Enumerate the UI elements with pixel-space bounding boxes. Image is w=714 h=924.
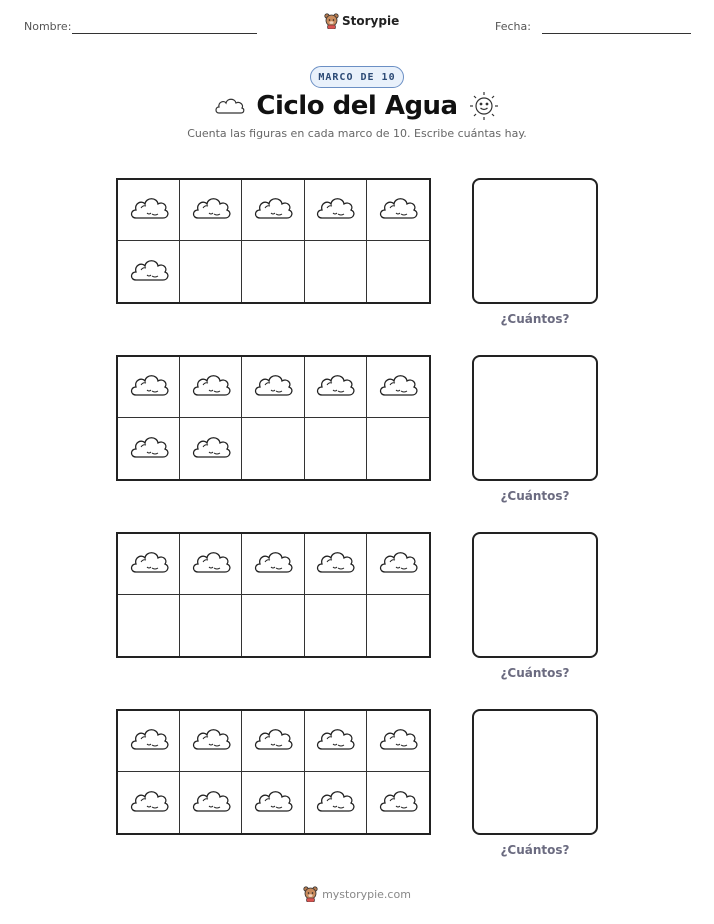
name-label: Nombre: bbox=[24, 20, 72, 33]
frame-cell bbox=[305, 595, 367, 656]
answer-box[interactable] bbox=[472, 709, 598, 835]
frame-cell bbox=[180, 357, 242, 418]
cloud-icon bbox=[252, 723, 294, 759]
frame-cell bbox=[305, 772, 367, 833]
frame-cell bbox=[367, 241, 429, 302]
frame-cell bbox=[242, 180, 304, 241]
answer-label: ¿Cuántos? bbox=[500, 489, 570, 503]
cloud-icon bbox=[190, 369, 232, 405]
answer-label: ¿Cuántos? bbox=[500, 843, 570, 857]
cloud-icon bbox=[377, 369, 419, 405]
footer bbox=[0, 886, 714, 902]
frame-cell bbox=[242, 418, 304, 479]
frame-cell bbox=[180, 772, 242, 833]
frame-cell bbox=[180, 180, 242, 241]
footer-url: mystorypie.com bbox=[322, 887, 411, 901]
frame-cell bbox=[367, 357, 429, 418]
cloud-icon bbox=[252, 546, 294, 582]
frame-cell bbox=[367, 418, 429, 479]
cloud-icon bbox=[252, 192, 294, 228]
frame-cell bbox=[367, 534, 429, 595]
cloud-icon bbox=[128, 546, 170, 582]
date-line[interactable] bbox=[542, 33, 691, 34]
cloud-icon bbox=[128, 369, 170, 405]
cloud-icon bbox=[190, 785, 232, 821]
bear-logo-icon bbox=[324, 13, 339, 29]
frame-cell bbox=[242, 595, 304, 656]
sun-icon bbox=[468, 90, 500, 122]
frame-cell bbox=[305, 357, 367, 418]
frame-cell bbox=[118, 772, 180, 833]
cloud-icon bbox=[128, 192, 170, 228]
bear-logo-icon bbox=[303, 886, 318, 902]
worksheet-type-badge: MARCO DE 10 bbox=[310, 66, 404, 88]
frame-cell bbox=[180, 418, 242, 479]
answer-box[interactable] bbox=[472, 532, 598, 658]
frame-cell bbox=[242, 711, 304, 772]
frame-cell bbox=[305, 241, 367, 302]
frame-cell bbox=[367, 180, 429, 241]
frame-cell bbox=[180, 711, 242, 772]
frame-cell bbox=[118, 534, 180, 595]
frame-cell bbox=[367, 772, 429, 833]
cloud-icon bbox=[190, 723, 232, 759]
frame-cell bbox=[305, 711, 367, 772]
answer-label: ¿Cuántos? bbox=[500, 312, 570, 326]
brand-name: Storypie bbox=[342, 14, 400, 28]
frame-cell bbox=[118, 418, 180, 479]
frame-cell bbox=[180, 595, 242, 656]
cloud-icon bbox=[128, 785, 170, 821]
frame-cell bbox=[242, 772, 304, 833]
frame-cell bbox=[367, 595, 429, 656]
cloud-icon bbox=[314, 546, 356, 582]
cloud-icon bbox=[128, 254, 170, 290]
cloud-icon bbox=[252, 369, 294, 405]
cloud-icon bbox=[377, 546, 419, 582]
brand-logo bbox=[324, 13, 399, 29]
cloud-icon bbox=[190, 546, 232, 582]
frame-cell bbox=[180, 241, 242, 302]
frame-cell bbox=[367, 711, 429, 772]
cloud-icon bbox=[377, 723, 419, 759]
ten-frame bbox=[116, 355, 431, 481]
ten-frame bbox=[116, 709, 431, 835]
instructions: Cuenta las figuras en cada marco de 10. Escribe cuántas hay. bbox=[187, 127, 527, 140]
frame-cell bbox=[305, 534, 367, 595]
frame-cell bbox=[118, 595, 180, 656]
frame-cell bbox=[242, 241, 304, 302]
page-title: Ciclo del Agua bbox=[256, 91, 458, 121]
frame-cell bbox=[118, 357, 180, 418]
date-label: Fecha: bbox=[495, 20, 531, 33]
title-row bbox=[0, 90, 714, 122]
ten-frame bbox=[116, 178, 431, 304]
frame-cell bbox=[180, 534, 242, 595]
ten-frame bbox=[116, 532, 431, 658]
cloud-icon bbox=[314, 723, 356, 759]
answer-box[interactable] bbox=[472, 355, 598, 481]
cloud-icon bbox=[190, 192, 232, 228]
frame-cell bbox=[242, 357, 304, 418]
frame-cell bbox=[118, 180, 180, 241]
cloud-icon bbox=[314, 192, 356, 228]
frame-cell bbox=[118, 241, 180, 302]
cloud-icon bbox=[314, 785, 356, 821]
frame-cell bbox=[305, 180, 367, 241]
cloud-icon bbox=[128, 431, 170, 467]
cloud-icon bbox=[252, 785, 294, 821]
cloud-icon bbox=[214, 95, 246, 117]
answer-box[interactable] bbox=[472, 178, 598, 304]
cloud-icon bbox=[377, 192, 419, 228]
frame-cell bbox=[118, 711, 180, 772]
cloud-icon bbox=[314, 369, 356, 405]
name-line[interactable] bbox=[72, 33, 257, 34]
answer-label: ¿Cuántos? bbox=[500, 666, 570, 680]
frame-cell bbox=[242, 534, 304, 595]
cloud-icon bbox=[128, 723, 170, 759]
cloud-icon bbox=[377, 785, 419, 821]
frame-cell bbox=[305, 418, 367, 479]
cloud-icon bbox=[190, 431, 232, 467]
